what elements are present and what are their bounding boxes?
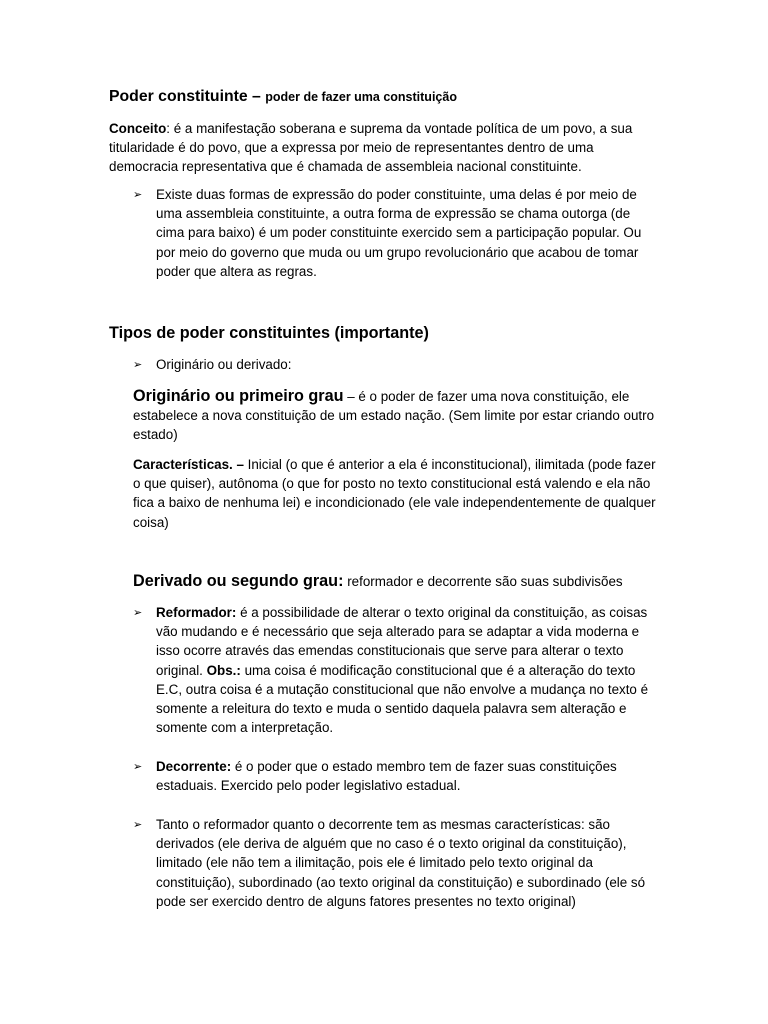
bullet-types-text: Originário ou derivado: xyxy=(156,357,292,372)
bullet-arrow-icon: ➢ xyxy=(133,359,143,371)
title-subtitle: poder de fazer uma constituição xyxy=(265,90,457,104)
decorrente-text: é o poder que o estado membro tem de fazer suas constituições estaduais. Exercido pelo poder legislativo estadual. xyxy=(156,759,617,794)
obs-label: Obs.: xyxy=(206,662,241,678)
obs-text: uma coisa é modificação constitucional que é a alteração do texto E.C, outra coisa é a mutação constitucional que não envolve a mudança no texto é somente a releitura do texto e muda o sentido daquela palavra sem alteração e somente com a interpretação. xyxy=(156,662,649,736)
bullet-arrow-icon: ➢ xyxy=(133,189,143,201)
bullet-arrow-icon: ➢ xyxy=(133,819,143,831)
bullet-arrow-icon: ➢ xyxy=(133,761,143,773)
reformador-paragraph xyxy=(156,603,661,737)
concept-paragraph xyxy=(109,119,661,177)
caracteristicas-paragraph xyxy=(133,455,661,532)
concept-text: : é a manifestação soberana e suprema da vontade política de um povo, a sua titularidade é do povo, que a expressa por meio de representantes dentro de uma democracia representativa que é chamada de assembleia nacional constituinte. xyxy=(109,121,633,175)
decorrente-label: Decorrente: xyxy=(156,759,232,774)
concept-label: Conceito xyxy=(109,121,167,136)
originario-text: – é o poder de fazer uma nova constituição, ele estabelece a nova constituição de um estado nação. (Sem limite por estar criando outro estado) xyxy=(133,389,655,443)
bullet-final-text: Tanto o reformador quanto o decorrente tem as mesmas características: são derivados (ele deriva de alguém que no caso é o texto original da constituição), limitado (ele não tem a ilimitação, pois ele é limitado pelo texto original da constituição), subordinado (ao texto original da constituição) e subordinado (ele só pode ser exercido dentro de alguns fatores presentes no texto original) xyxy=(156,817,646,909)
derivado-label: Derivado ou segundo grau: xyxy=(133,572,344,590)
derivado-paragraph xyxy=(133,571,661,591)
originario-paragraph xyxy=(133,386,661,445)
bullet-arrow-icon: ➢ xyxy=(133,607,143,619)
reformador-text: é a possibilidade de alterar o texto original da constituição, as coisas vão mudando e é necessário que seja alterado para se adaptar a vida moderna e isso ocorre através das emendas constitucionais que serve para alterar o texto original. xyxy=(156,605,648,678)
page-title xyxy=(109,87,661,107)
title-main: Poder constituinte – xyxy=(109,88,261,105)
types-heading xyxy=(109,323,661,343)
types-heading-text: Tipos de poder constituintes (importante) xyxy=(109,324,429,342)
bullet-forms-text: Existe duas formas de expressão do poder constituinte, uma delas é por meio de uma assembleia constituinte, a outra forma de expressão se chama outorga (de cima para baixo) é um poder constituinte exercido sem a participação popular. Ou por meio do governo que muda ou um grupo revolucionário que acabou de tomar poder que altera as regras. xyxy=(156,187,642,279)
originario-label: Originário ou primeiro grau xyxy=(133,387,344,405)
caracteristicas-label: Características. – xyxy=(133,457,244,472)
decorrente-paragraph xyxy=(156,757,661,795)
derivado-text: reformador e decorrente são suas subdivisões xyxy=(343,574,623,589)
caracteristicas-text: Inicial (o que é anterior a ela é inconstitucional), ilimitada (pode fazer o que quiser), autônoma (o que for posto no texto constitucional está valendo e ela não fica a baixo de nenhuma lei) e incondicionado (ele vale independentemente de qualquer coisa) xyxy=(133,457,656,530)
reformador-label: Reformador: xyxy=(156,605,237,620)
